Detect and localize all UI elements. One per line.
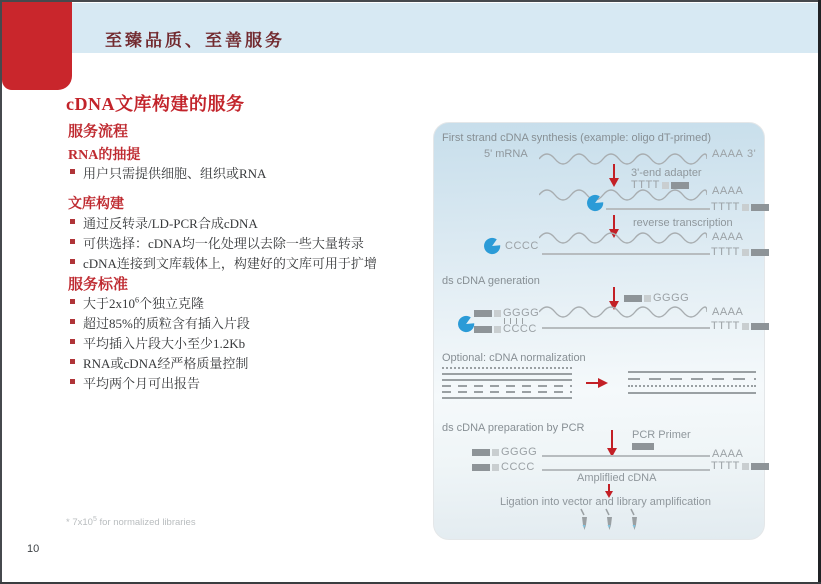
adapter-with-block xyxy=(711,460,769,472)
list-item-text: RNA或cDNA经严格质量控制 xyxy=(83,356,249,371)
adapter-with-block xyxy=(711,201,769,213)
bullet-icon xyxy=(70,359,75,364)
mrna-wave xyxy=(539,304,707,320)
adapter-block-icon xyxy=(472,449,490,456)
corner-accent-block xyxy=(2,2,72,90)
mrna-wave xyxy=(539,187,707,203)
diagram-section3-title: Optional: cDNA normalization xyxy=(442,352,586,364)
adapter-with-block xyxy=(472,461,535,473)
lane-dotted xyxy=(442,367,572,369)
adapter-block-icon xyxy=(742,204,749,211)
subheading-rna-extraction: RNA的抽提 xyxy=(68,148,141,163)
list-item-text: 平均两个月可出报告 xyxy=(83,376,201,391)
poly-t-label: TTTT xyxy=(631,179,660,191)
adapter-block-icon xyxy=(644,295,651,302)
poly-t-label: TTTT xyxy=(711,201,740,213)
lane-dotted xyxy=(628,385,756,387)
adapter-block-icon xyxy=(751,463,769,470)
bullet-icon xyxy=(70,219,75,224)
pcr-primer-block-icon xyxy=(632,443,654,450)
adapter-with-block xyxy=(711,246,769,258)
lane-solid xyxy=(628,392,756,394)
bullet-icon xyxy=(70,239,75,244)
adapter-block-icon xyxy=(474,310,492,317)
lane-solid xyxy=(628,371,756,373)
ligation-label: Ligation into vector and library amplification xyxy=(500,496,711,508)
mrna-wave xyxy=(539,230,707,246)
library-construction-list xyxy=(70,213,377,273)
list-item-text: 大于$2x10^6$个独立克隆 xyxy=(83,295,205,311)
list-item xyxy=(70,313,250,333)
diagram-section4-title: ds cDNA preparation by PCR xyxy=(442,422,585,434)
lane-solid xyxy=(442,373,572,375)
bullet-icon xyxy=(70,169,75,174)
tube-icon xyxy=(628,508,640,531)
adapter-block-icon xyxy=(742,463,749,470)
poly-a-tail-label: AAAA xyxy=(712,148,744,160)
cdna-strand-line xyxy=(542,455,710,457)
end-adapter-label: 3'-end adapter xyxy=(631,167,702,179)
cdna-strand-line xyxy=(542,327,710,329)
lane-solid xyxy=(442,379,572,381)
lane-dashed xyxy=(442,385,572,387)
page-number: 10 xyxy=(27,543,40,555)
poly-t-label: TTTT xyxy=(711,320,740,332)
down-arrow-icon xyxy=(608,164,620,187)
three-prime-label: 3' xyxy=(747,148,757,160)
page-title: cDNA文库构建的服务 xyxy=(66,94,245,114)
poly-t-label: TTTT xyxy=(711,460,740,472)
bullet-icon xyxy=(70,379,75,384)
rna-extraction-list xyxy=(70,163,266,183)
page-border-left xyxy=(0,0,2,584)
banner-slogan: 至臻品质、至善服务 xyxy=(105,31,285,50)
right-arrow-icon xyxy=(586,377,608,389)
bullet-icon xyxy=(70,259,75,264)
reverse-transcription-label: reverse transcription xyxy=(633,217,733,229)
adapter-block-icon xyxy=(474,326,492,333)
lane-dashed xyxy=(442,391,572,393)
list-item-text: 可供选择：cDNA均一化处理以去除一些大量转录 xyxy=(83,236,364,251)
tube-icon xyxy=(603,508,615,531)
poly-a-tail-label: AAAA xyxy=(712,185,744,197)
adapter-block-icon xyxy=(742,323,749,330)
list-item-text: 用户只需提供细胞、组织或RNA xyxy=(83,166,267,181)
adapter-with-block xyxy=(624,292,689,304)
list-item xyxy=(70,163,266,183)
lane-dashed xyxy=(628,378,756,380)
poly-c-label: CCCC xyxy=(503,323,537,335)
poly-a-tail-label: AAAA xyxy=(712,231,744,243)
diagram-section1-title: First strand cDNA synthesis (example: oligo dT-primed) xyxy=(442,132,711,144)
cdna-workflow-diagram xyxy=(433,122,765,540)
adapter-with-block xyxy=(472,446,537,458)
list-item xyxy=(70,233,377,253)
poly-g-label: GGGG xyxy=(653,292,690,304)
list-item xyxy=(70,253,377,273)
footnote: * $7x10^5$ for normalized libraries xyxy=(66,516,196,529)
list-item-text: 超过85%的质粒含有插入片段 xyxy=(83,316,250,331)
lane-solid xyxy=(442,397,572,399)
poly-c-label: CCCC xyxy=(501,461,535,473)
bullet-icon xyxy=(70,299,75,304)
adapter-block-icon xyxy=(492,449,499,456)
tube-icon xyxy=(578,508,590,531)
poly-t-label: TTTT xyxy=(711,246,740,258)
cdna-strand-line xyxy=(542,469,710,471)
poly-c-label: CCCC xyxy=(505,240,539,252)
adapter-block-icon xyxy=(751,249,769,256)
down-arrow-icon xyxy=(606,430,618,457)
bullet-icon xyxy=(70,339,75,344)
section-heading-service-standard: 服务标准 xyxy=(68,277,129,293)
list-item xyxy=(70,373,250,393)
list-item-text: 通过反转录/LD-PCR合成cDNA xyxy=(83,216,258,231)
poly-g-label: GGGG xyxy=(503,307,540,319)
service-standard-list xyxy=(70,293,250,393)
mrna-5prime-label: 5' mRNA xyxy=(484,148,528,160)
adapter-block-icon xyxy=(742,249,749,256)
adapter-block-icon xyxy=(494,310,501,317)
subheading-library-construction: 文库构建 xyxy=(68,197,124,212)
adapter-block-icon xyxy=(494,326,501,333)
poly-a-tail-label: AAAA xyxy=(712,306,744,318)
bullet-icon xyxy=(70,319,75,324)
list-item xyxy=(70,293,250,313)
poly-a-tail-label: AAAA xyxy=(712,448,744,460)
adapter-with-block xyxy=(474,323,537,335)
amplified-cdna-label: Ampliflied cDNA xyxy=(577,472,657,484)
adapter-block-icon xyxy=(751,204,769,211)
normalization-after-lanes xyxy=(628,371,756,398)
list-item-text: 平均插入片段大小至少1.2Kb xyxy=(83,336,246,351)
adapter-block-icon xyxy=(472,464,490,471)
list-item xyxy=(70,353,250,373)
page-border-top xyxy=(0,0,821,2)
cdna-strand-line xyxy=(542,253,710,255)
cdna-strand-line xyxy=(606,208,710,210)
rt-enzyme-icon xyxy=(482,237,504,255)
mrna-wave xyxy=(539,151,707,167)
adapter-block-icon xyxy=(624,295,642,302)
poly-g-label: GGGG xyxy=(501,446,538,458)
list-item xyxy=(70,333,250,353)
adapter-block-icon xyxy=(751,323,769,330)
section-heading-service-flow: 服务流程 xyxy=(68,124,129,140)
list-item xyxy=(70,213,377,233)
adapter-with-block xyxy=(711,320,769,332)
list-item-text: cDNA连接到文库载体上，构建好的文库可用于扩增 xyxy=(83,256,377,271)
normalization-before-lanes xyxy=(442,367,572,403)
diagram-section2-title: ds cDNA generation xyxy=(442,275,540,287)
rt-enzyme-icon xyxy=(585,194,607,212)
pcr-primer-label: PCR Primer xyxy=(632,429,691,441)
adapter-block-icon xyxy=(492,464,499,471)
